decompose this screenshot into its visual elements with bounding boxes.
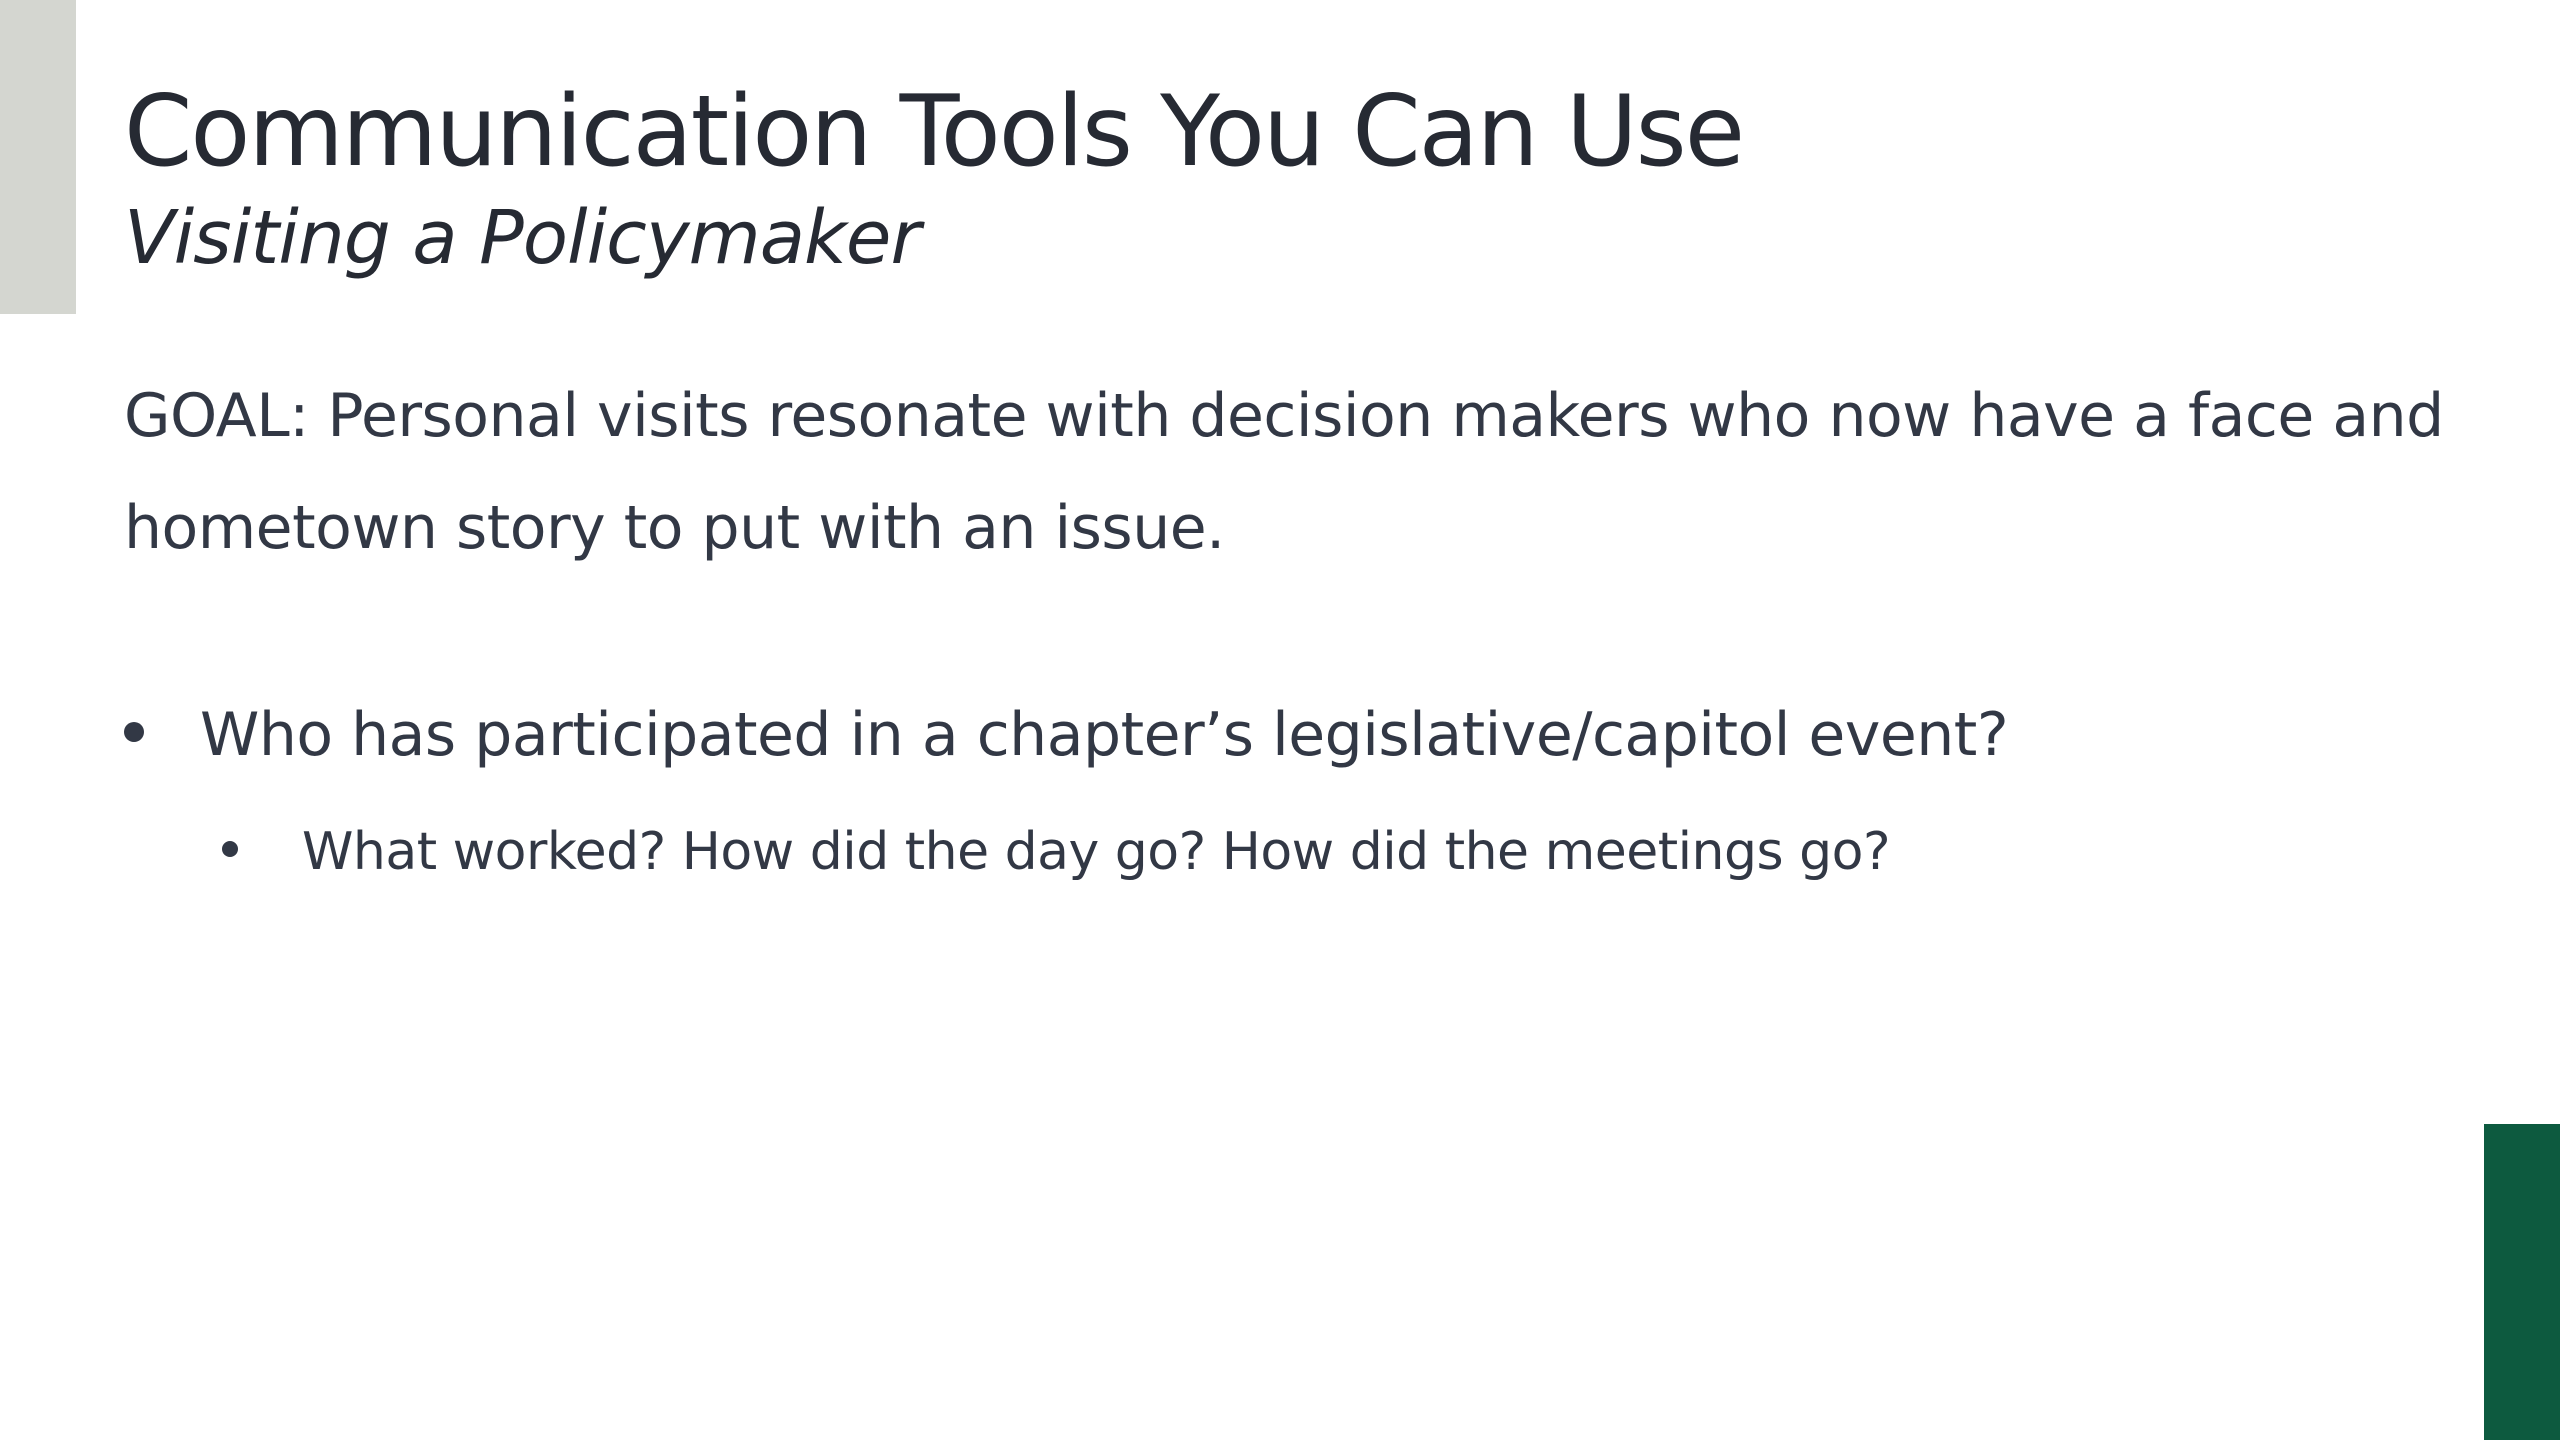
bullet-text: Who has participated in a chapter’s legislative/capitol event?: [200, 700, 2009, 770]
bullet-item-level-2: [222, 812, 1890, 892]
bullet-item-level-1: [124, 690, 2008, 780]
bullet-dot-icon: [124, 722, 144, 742]
bullet-text: What worked? How did the day go? How did the meetings go?: [302, 822, 1891, 882]
left-accent-bar: [0, 0, 76, 314]
right-accent-bar: [2484, 1124, 2560, 1440]
slide-title: Communication Tools You Can Use: [124, 75, 1744, 189]
bullet-dot-icon: [222, 841, 238, 857]
goal-paragraph: GOAL: Personal visits resonate with decision makers who now have a face and hometown story to put with an issue.: [124, 381, 2444, 563]
slide-subtitle: Visiting a Policymaker: [124, 195, 920, 281]
